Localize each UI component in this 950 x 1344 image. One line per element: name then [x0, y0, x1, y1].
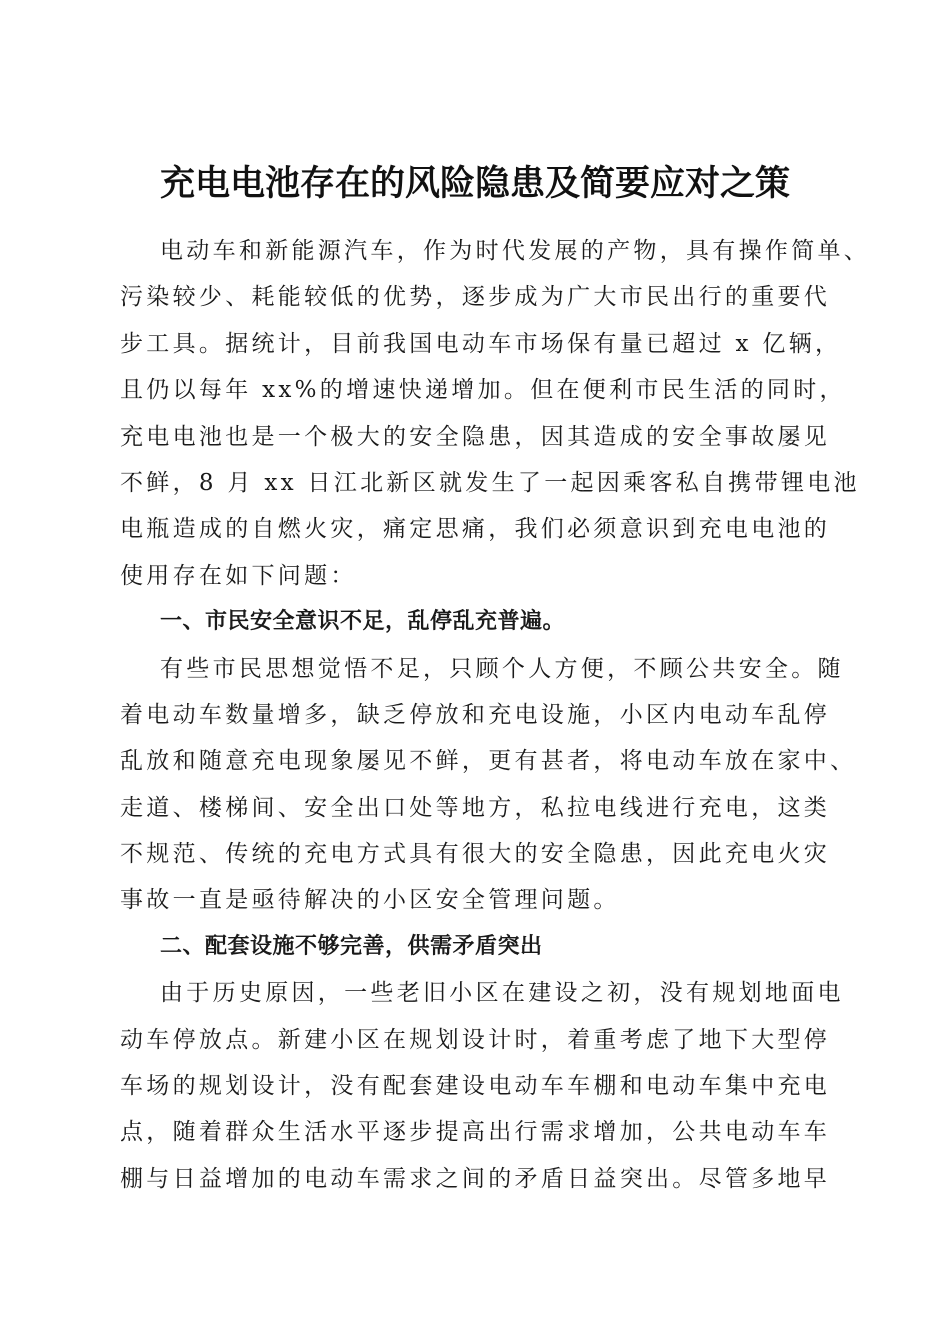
- paragraph-line: 着电动车数量增多，缺乏停放和充电设施，小区内电动车乱停: [120, 701, 831, 728]
- paragraph-line: 且仍以每年 xx%的增速快递增加。但在便利市民生活的同时，: [120, 377, 846, 404]
- paragraph-line: 使用存在如下问题：: [120, 562, 357, 589]
- paragraph-line: 车场的规划设计，没有配套建设电动车车棚和电动车集中充电: [120, 1073, 831, 1100]
- paragraph-intro: [120, 228, 871, 599]
- paragraph-line: 不规范、传统的充电方式具有很大的安全隐患，因此充电火灾: [120, 841, 831, 868]
- document-body: [120, 228, 871, 1202]
- paragraph-line: 由于历史原因，一些老旧小区在建设之初，没有规划地面电: [160, 980, 844, 1007]
- paragraph-line: 乱放和随意充电现象屡见不鲜，更有甚者，将电动车放在家中、: [120, 748, 857, 775]
- paragraph-line: 有些市民思想觉悟不足，只顾个人方便，不顾公共安全。随: [160, 655, 844, 682]
- paragraph-line: 步工具。据统计，目前我国电动车市场保有量已超过 x 亿辆，: [120, 330, 842, 357]
- paragraph-line: 不鲜，8 月 xx 日江北新区就发生了一起因乘客私自携带锂电池: [120, 469, 860, 496]
- paragraph-line: 走道、楼梯间、安全出口处等地方，私拉电线进行充电，这类: [120, 794, 831, 821]
- page-title: 充电电池存在的风险隐患及简要应对之策: [159, 163, 790, 205]
- paragraph-line: 电瓶造成的自燃火灾，痛定思痛，我们必须意识到充电电池的: [120, 516, 831, 543]
- paragraph-line: 电动车和新能源汽车，作为时代发展的产物，具有操作简单、: [160, 238, 871, 264]
- paragraph-line: 动车停放点。新建小区在规划设计时，着重考虑了地下大型停: [120, 1026, 831, 1053]
- paragraph-line: 事故一直是亟待解决的小区安全管理问题。: [120, 887, 620, 914]
- paragraph-section-2: [120, 970, 844, 1202]
- paragraph-line: 点，随着群众生活水平逐步提高出行需求增加，公共电动车车: [120, 1119, 831, 1146]
- paragraph-line: 充电电池也是一个极大的安全隐患，因其造成的安全事故屡见: [120, 423, 831, 450]
- paragraph-line: 污染较少、耗能较低的优势，逐步成为广大市民出行的重要代: [120, 284, 831, 311]
- paragraph-line: 棚与日益增加的电动车需求之间的矛盾日益突出。尽管多地早: [120, 1165, 831, 1192]
- section-heading-1: 一、市民安全意识不足，乱停乱充普遍。: [160, 609, 566, 635]
- section-heading-2: 二、配套设施不够完善，供需矛盾突出: [160, 933, 543, 959]
- paragraph-section-1: [120, 646, 857, 924]
